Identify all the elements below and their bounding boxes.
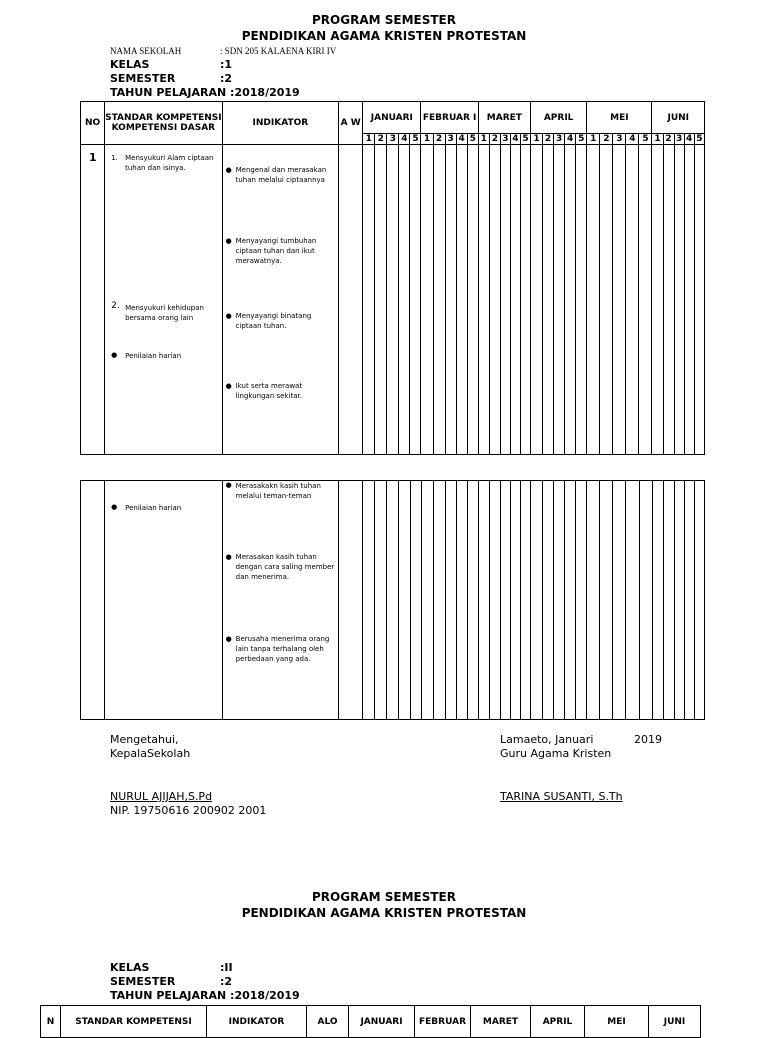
week-number-cell: 1: [421, 134, 433, 145]
aw-cell: [339, 481, 363, 720]
week-number-cell: 1: [652, 134, 663, 145]
week-cell: [652, 481, 663, 720]
row-no-cell: [81, 145, 105, 455]
week-cell: [433, 481, 445, 720]
indikator-text: Merasakakn kasih tuhan melalui teman-teman: [235, 482, 321, 500]
week-cell: [626, 481, 639, 720]
row-number: 1: [89, 151, 97, 164]
week-number-cell: 5: [522, 134, 529, 144]
sk-text: Penilaian harian: [125, 504, 182, 512]
week-number-cell: 5: [694, 134, 704, 145]
week-cell: [478, 481, 489, 720]
semester-table-page2: [40, 1005, 701, 1038]
week-number-cell: 1: [478, 134, 489, 145]
indikator-cell: [222, 145, 339, 455]
week-cell: [587, 481, 600, 720]
week-number-cell: 2: [489, 134, 500, 145]
kelas-value: :II: [220, 961, 233, 974]
week-cell: [626, 145, 639, 455]
week-cell: [694, 481, 704, 720]
bullet-icon: ●: [111, 351, 118, 359]
week-cell: [663, 481, 674, 720]
week-number-cell: 3: [675, 134, 683, 144]
header-indikator: INDIKATOR: [222, 102, 339, 145]
kepala-sekolah-label: KepalaSekolah: [110, 747, 191, 760]
week-number-cell: 2: [600, 134, 613, 145]
sk-text: Penilaian harian: [125, 352, 182, 360]
week-number-cell: 1: [363, 134, 375, 145]
week-cell: [387, 145, 399, 455]
guru-name: TARINA SUSANTI, S.Th: [500, 790, 623, 803]
bullet-icon: ●: [225, 166, 232, 174]
row-no-cell: [81, 481, 105, 720]
header-indikator: INDIKATOR: [207, 1006, 307, 1038]
sk-number: 2.: [111, 301, 120, 311]
semester-table-1: [80, 101, 705, 455]
kepala-sekolah-name: NURUL AJIJAH,S.Pd: [110, 790, 213, 803]
sk-text: Mensyukuri kehidupan bersama orang lain: [125, 304, 204, 322]
week-cell: [520, 145, 530, 455]
header-aw: A W: [339, 102, 363, 145]
header-month: JUNI: [652, 102, 705, 134]
bullet-icon: ●: [111, 503, 118, 511]
week-cell: [600, 481, 613, 720]
week-cell: [576, 145, 587, 455]
week-cell: [510, 481, 520, 720]
semester-value: :2: [220, 975, 233, 988]
week-cell: [410, 145, 421, 455]
week-number-cell: 4: [512, 134, 519, 144]
week-cell: [684, 481, 694, 720]
header-month: JUNI: [649, 1006, 701, 1038]
nama-sekolah-value: : SDN 205 KALAENA KIRI IV: [220, 46, 337, 56]
week-number-cell: 4: [626, 134, 639, 145]
header-alo: ALO: [307, 1006, 349, 1038]
standar-cell: [105, 481, 223, 720]
week-cell: [531, 481, 543, 720]
week-number-cell: 1: [530, 134, 542, 145]
week-number-cell: 1: [587, 134, 600, 145]
week-cell: [500, 145, 510, 455]
week-cell: [600, 145, 613, 455]
semester-value: :2: [220, 72, 233, 85]
indikator-text: Menyayangi binatang ciptaan tuhan.: [235, 312, 312, 330]
week-cell: [445, 481, 456, 720]
week-number-cell: 2: [663, 134, 674, 145]
tahun-tanda-tangan: 2019: [634, 733, 662, 746]
week-number-cell: 2: [543, 134, 554, 145]
bullet-icon: ●: [225, 312, 232, 320]
week-cell: [445, 145, 456, 455]
week-cell: [639, 145, 652, 455]
week-cell: [510, 145, 520, 455]
week-cell: [363, 481, 375, 720]
nama-sekolah-label: NAMA SEKOLAH: [110, 46, 182, 56]
guru-label: Guru Agama Kristen: [500, 747, 612, 760]
header-month: FEBRUAR: [415, 1006, 471, 1038]
week-cell: [554, 145, 565, 455]
week-number-cell: 4: [399, 134, 410, 145]
kepala-sekolah-nip: NIP. 19750616 200902 2001: [110, 804, 267, 817]
week-cell: [543, 481, 554, 720]
week-cell: [421, 145, 433, 455]
indikator-text: Merasakan kasih tuhan dengan cara saling member dan menerima.: [235, 553, 335, 581]
week-cell: [375, 481, 387, 720]
week-number-cell: 5: [410, 134, 421, 145]
week-number-cell: 3: [613, 134, 626, 145]
header-month: MARET: [478, 102, 530, 134]
week-number-cell: 4: [565, 134, 576, 145]
semester-table-2: [80, 480, 705, 720]
week-cell: [387, 481, 399, 720]
kelas-value: :1: [220, 58, 233, 71]
week-cell: [613, 145, 626, 455]
week-cell: [520, 481, 530, 720]
bullet-icon: ●: [225, 237, 232, 245]
page-subtitle: PENDIDIKAN AGAMA KRISTEN PROTESTAN: [241, 29, 527, 43]
week-cell: [684, 145, 694, 455]
week-cell: [489, 145, 500, 455]
header-month: MEI: [587, 102, 652, 134]
header-standar: STANDAR KOMPETENSI: [61, 1006, 207, 1038]
week-cell: [410, 481, 421, 720]
indikator-text: Berusaha menerima orang lain tanpa terhalang oleh perbedaan yang ada.: [235, 635, 330, 663]
kelas-label: KELAS: [110, 961, 150, 974]
indikator-text: Menyayangi tumbuhan ciptaan tuhan dan ikut merawatnya.: [235, 237, 317, 265]
week-cell: [639, 481, 652, 720]
page2-subtitle: PENDIDIKAN AGAMA KRISTEN PROTESTAN: [241, 906, 527, 920]
indikator-cell: [222, 481, 339, 720]
week-cell: [663, 145, 674, 455]
week-cell: [543, 145, 554, 455]
week-cell: [456, 481, 467, 720]
week-cell: [565, 145, 576, 455]
header-month: FEBRUAR I: [421, 102, 478, 134]
week-cell: [399, 481, 410, 720]
week-number-cell: 3: [387, 134, 399, 145]
week-number-cell: 5: [467, 134, 478, 145]
week-cell: [565, 481, 576, 720]
sk-number: 1.: [111, 154, 118, 162]
week-number-cell: 4: [456, 134, 467, 145]
bullet-icon: ●: [225, 635, 232, 643]
week-number-cell: 3: [445, 134, 456, 145]
week-number-cell: 3: [502, 134, 509, 144]
week-cell: [489, 481, 500, 720]
aw-cell: [339, 145, 363, 455]
week-cell: [587, 145, 600, 455]
week-cell: [399, 145, 410, 455]
week-cell: [433, 145, 445, 455]
week-number-cell: 2: [375, 134, 387, 145]
week-cell: [456, 145, 467, 455]
header-month: JANUARI: [349, 1006, 415, 1038]
indikator-text: Ikut serta merawat lingkungan sekitar.: [235, 382, 303, 400]
week-cell: [467, 481, 478, 720]
week-cell: [554, 481, 565, 720]
header-month: MARET: [471, 1006, 531, 1038]
semester-label: SEMESTER: [110, 975, 176, 988]
header-standar: STANDAR KOMPETENSI KOMPETENSI DASAR: [105, 102, 223, 145]
header-no: N: [41, 1006, 61, 1038]
week-number-cell: 5: [639, 134, 652, 145]
week-number-cell: 4: [685, 134, 693, 144]
standar-cell: [105, 145, 223, 455]
week-cell: [613, 481, 626, 720]
header-month: APRIL: [530, 102, 586, 134]
header-month: JANUARI: [363, 102, 421, 134]
bullet-icon: ●: [225, 553, 232, 561]
week-cell: [530, 145, 542, 455]
bullet-icon: ●: [225, 481, 232, 489]
tahun-pelajaran: TAHUN PELAJARAN :2018/2019: [110, 86, 300, 99]
week-cell: [478, 145, 489, 455]
header-month: MEI: [585, 1006, 649, 1038]
page-title: PROGRAM SEMESTER: [312, 13, 456, 27]
week-cell: [467, 145, 478, 455]
mengetahui-label: Mengetahui,: [110, 733, 179, 746]
bullet-icon: ●: [225, 382, 232, 390]
sk-text: Mensyukuri Alam ciptaan tuhan dan isinya.: [125, 154, 214, 172]
week-number-cell: 5: [576, 134, 587, 145]
week-number-cell: 3: [554, 134, 565, 145]
week-cell: [694, 145, 704, 455]
week-number-cell: 2: [433, 134, 445, 145]
semester-label: SEMESTER: [110, 72, 176, 85]
week-cell: [576, 481, 587, 720]
week-cell: [500, 481, 510, 720]
indikator-text: Mengenal dan merasakan tuhan melalui ciptaannya: [235, 166, 327, 184]
week-cell: [652, 145, 663, 455]
week-cell: [674, 481, 684, 720]
week-cell: [363, 145, 375, 455]
header-no: NO: [81, 102, 105, 145]
kelas-label: KELAS: [110, 58, 150, 71]
tempat-tanggal: Lamaeto, Januari: [500, 733, 594, 746]
tahun-pelajaran: TAHUN PELAJARAN :2018/2019: [110, 989, 300, 1002]
header-month: APRIL: [531, 1006, 585, 1038]
week-cell: [375, 145, 387, 455]
page2-title: PROGRAM SEMESTER: [312, 890, 456, 904]
week-cell: [674, 145, 684, 455]
week-cell: [421, 481, 433, 720]
